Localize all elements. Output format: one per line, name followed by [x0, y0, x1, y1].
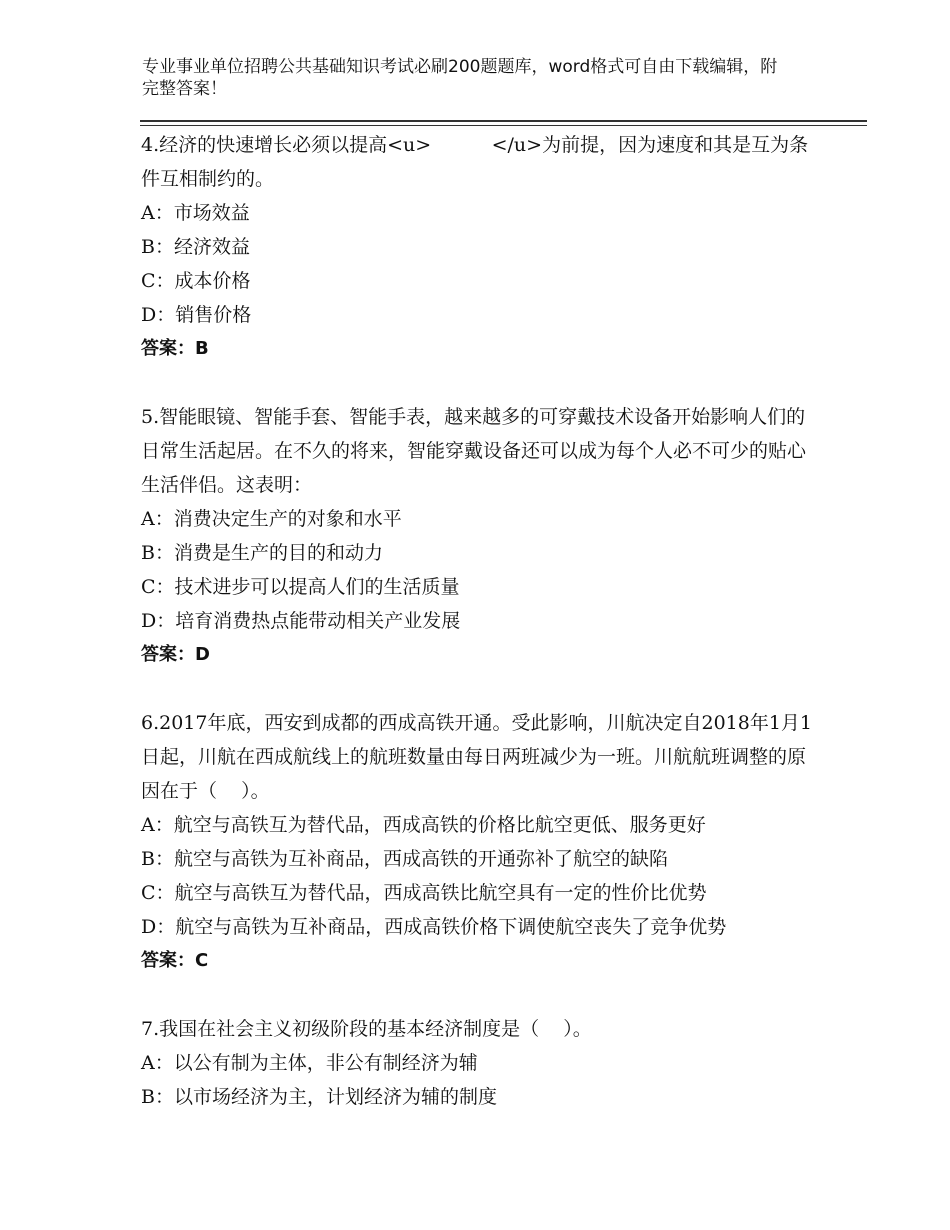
- header-rule-thick: [140, 120, 867, 122]
- header-rule-thin: [140, 125, 867, 126]
- question-6: [141, 706, 821, 978]
- spacer: [141, 366, 821, 400]
- spacer: [141, 672, 821, 706]
- answer: 答案：B: [141, 338, 209, 359]
- question-5: [141, 400, 821, 672]
- question-list: [141, 128, 821, 1114]
- option-d: D：培育消费热点能带动相关产业发展: [141, 610, 461, 632]
- question-stem: 7.我国在社会主义初级阶段的基本经济制度是（ ）。: [141, 1018, 592, 1040]
- question-7: [141, 1012, 821, 1114]
- option-d: D：航空与高铁为互补商品，西成高铁价格下调使航空丧失了竞争优势: [141, 916, 727, 938]
- option-b: B：经济效益: [141, 236, 250, 258]
- question-stem: 4.经济的快速增长必须以提高<u> </u>为前提，因为速度和其是互为条件互相制约的。: [141, 134, 809, 190]
- spacer: [141, 978, 821, 1012]
- question-stem: 5.智能眼镜、智能手套、智能手表，越来越多的可穿戴技术设备开始影响人们的日常生活起居。在不久的将来，智能穿戴设备还可以成为每个人必不可少的贴心生活伴侣。这表明：: [141, 406, 807, 496]
- document-header: 专业事业单位招聘公共基础知识考试必刷200题题库，word格式可自由下载编辑，附完整答案！: [142, 57, 778, 99]
- option-c: C：成本价格: [141, 270, 251, 292]
- option-a: A：消费决定生产的对象和水平: [141, 508, 402, 530]
- option-a: A：以公有制为主体，非公有制经济为辅: [141, 1052, 478, 1074]
- option-b: B：消费是生产的目的和动力: [141, 542, 383, 564]
- option-a: A：市场效益: [141, 202, 250, 224]
- question-stem: 6.2017年底，西安到成都的西成高铁开通。受此影响，川航决定自2018年1月1日起，川航在西成航线上的航班数量由每日两班减少为一班。川航航班调整的原因在于（ ）。: [141, 712, 813, 802]
- option-d: D：销售价格: [141, 304, 252, 326]
- answer: 答案：C: [141, 950, 209, 971]
- option-b: B：航空与高铁为互补商品，西成高铁的开通弥补了航空的缺陷: [141, 848, 668, 870]
- question-4: [141, 128, 821, 366]
- option-a: A：航空与高铁互为替代品，西成高铁的价格比航空更低、服务更好: [141, 814, 706, 836]
- option-c: C：技术进步可以提高人们的生活质量: [141, 576, 460, 598]
- answer: 答案：D: [141, 644, 210, 665]
- option-b: B：以市场经济为主，计划经济为辅的制度: [141, 1086, 497, 1108]
- option-c: C：航空与高铁互为替代品，西成高铁比航空具有一定的性价比优势: [141, 882, 707, 904]
